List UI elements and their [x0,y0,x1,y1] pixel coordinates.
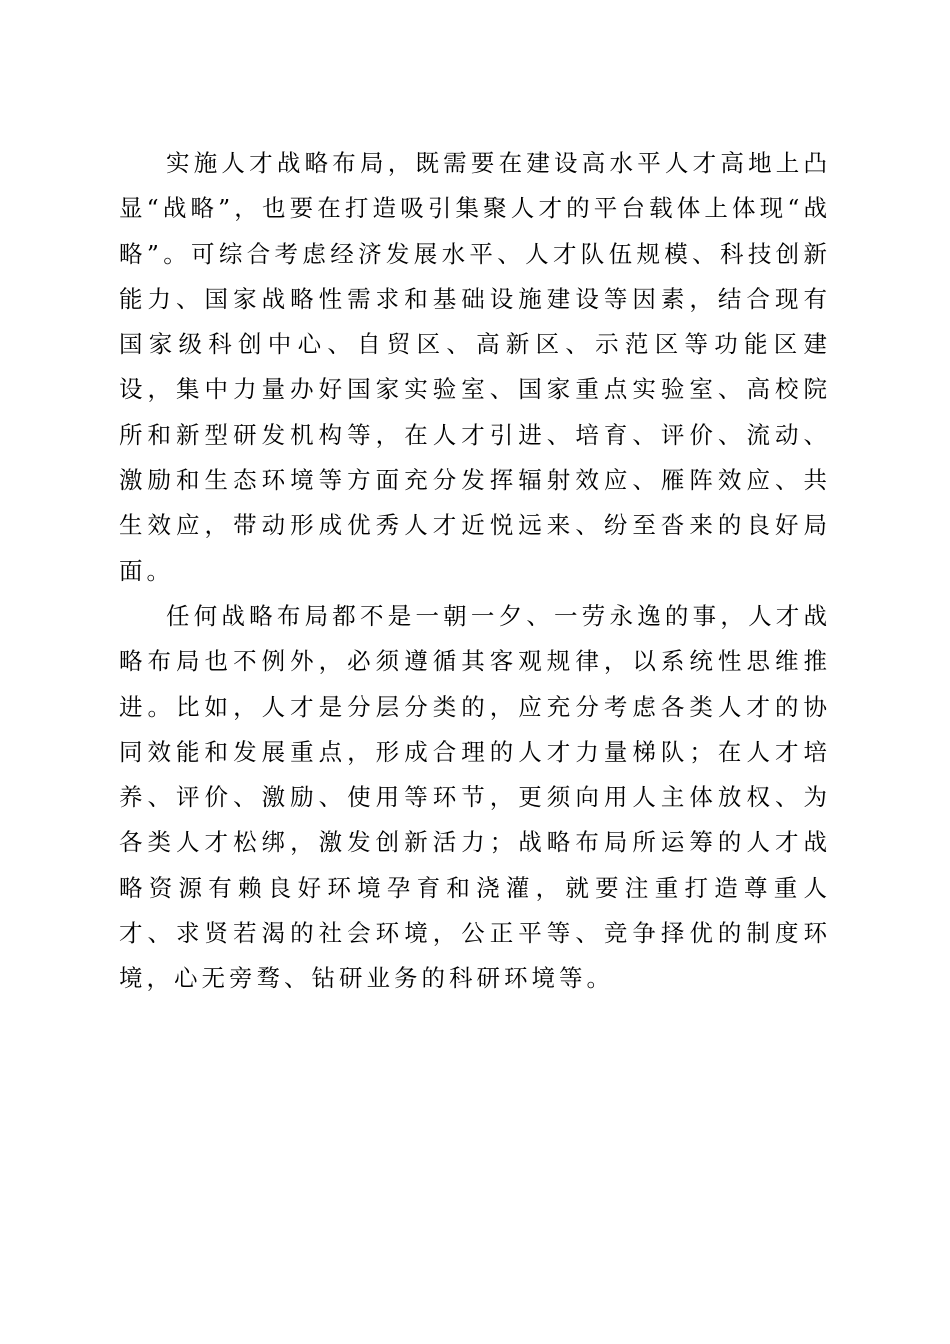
document-body [119,141,831,1002]
paragraph-systematic-advancement: 任何战略布局都不是一朝一夕、一劳永逸的事，人才战略布局也不例外，必须遵循其客观规律，以系统性思维推进。比如，人才是分层分类的，应充分考虑各类人才的协同效能和发展重点，形成合理的人才力量梯队；在人才培养、评价、激励、使用等环节，更须向用人主体放权、为各类人才松绑，激发创新活力；战略布局所运筹的人才战略资源有赖良好环境孕育和浇灌，就要注重打造尊重人才、求贤若渴的社会环境，公正平等、竞争择优的制度环境，心无旁骛、钻研业务的科研环境等。 [119,601,831,993]
paragraph-talent-strategy-layout: 实施人才战略布局，既需要在建设高水平人才高地上凸显“战略”，也要在打造吸引集聚人才的平台载体上体现“战略”。可综合考虑经济发展水平、人才队伍规模、科技创新能力、国家战略性需求和基础设施建设等因素，结合现有国家级科创中心、自贸区、高新区、示范区等功能区建设，集中力量办好国家实验室、国家重点实验室、高校院所和新型研发机构等，在人才引进、培育、评价、流动、激励和生态环境等方面充分发挥辐射效应、雁阵效应、共生效应，带动形成优秀人才近悦远来、纷至沓来的良好局面。 [119,149,831,585]
